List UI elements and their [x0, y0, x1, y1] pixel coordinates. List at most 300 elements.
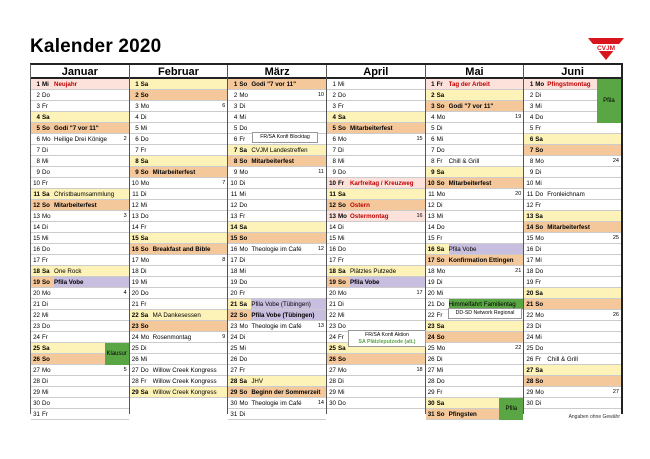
day-number: 19: [230, 279, 238, 286]
weekday: Fr: [337, 334, 344, 341]
weekday: Mi: [239, 345, 246, 352]
weekday: Sa: [239, 147, 247, 154]
day-number: 1: [135, 81, 139, 88]
day-row: [524, 178, 621, 189]
weekday: Do: [535, 345, 544, 352]
event-note: [348, 330, 426, 347]
day-row: [327, 156, 425, 167]
day-row: [524, 200, 621, 211]
day-row: [31, 387, 129, 398]
day-number: 3: [332, 103, 336, 110]
weekday: Fr: [140, 224, 147, 231]
weekday: Di: [239, 257, 246, 264]
day-number: 22: [427, 312, 435, 319]
weekday: Mi: [140, 125, 148, 132]
weekday: Do: [42, 92, 50, 99]
day-number: 18: [526, 268, 534, 275]
day-event: [251, 189, 326, 199]
day-event: [547, 233, 621, 243]
weekday: Fr: [140, 378, 147, 385]
day-row: [524, 189, 621, 200]
calendar-week: 22: [515, 345, 522, 351]
weekday: Di: [337, 301, 344, 308]
event-note: [448, 308, 522, 319]
weekday: So: [140, 323, 149, 330]
day-row: [524, 332, 621, 343]
weekday: So: [140, 169, 149, 176]
day-number: 28: [427, 378, 435, 385]
day-row: [426, 343, 524, 354]
day-number: 7: [332, 147, 336, 154]
day-event: [449, 332, 524, 342]
day-row: [228, 365, 326, 376]
day-event: Plätzles Putzede: [349, 268, 397, 275]
day-event: [547, 211, 621, 221]
day-row: [31, 266, 129, 277]
day-row: [31, 310, 129, 321]
day-row: [228, 277, 326, 288]
day-event: [547, 365, 621, 375]
day-row: [130, 178, 228, 189]
day-number: 9: [529, 169, 534, 176]
day-event: [54, 365, 129, 375]
day-number: 15: [131, 235, 139, 242]
day-row: [327, 255, 425, 266]
day-event: [251, 222, 326, 232]
day-event: [449, 277, 524, 287]
day-row: [31, 178, 129, 189]
day-event: [54, 387, 129, 397]
day-event: Mitarbeiterfest: [152, 169, 196, 176]
day-number: 6: [332, 136, 336, 143]
day-row: [130, 189, 228, 200]
weekday: Sa: [140, 235, 149, 242]
day-event: Godi "7 vor 11": [54, 125, 99, 132]
day-event: [54, 321, 129, 331]
day-event: [449, 233, 524, 243]
day-row: [130, 134, 228, 145]
weekday: Do: [337, 169, 346, 176]
day-row: [31, 145, 129, 156]
weekday: Mi: [42, 312, 49, 319]
day-number: 22: [329, 312, 336, 319]
day-event: [153, 200, 228, 210]
day-event: [54, 244, 129, 254]
month-column-februar: [130, 65, 229, 414]
weekday: Do: [42, 246, 50, 253]
day-event: [449, 167, 524, 177]
day-event: [547, 255, 621, 265]
weekday: Fr: [239, 136, 246, 143]
day-row: [130, 233, 228, 244]
day-event: [54, 398, 129, 408]
month-column-januar: [31, 65, 130, 418]
day-event: [350, 299, 425, 309]
weekday: Fr: [337, 103, 344, 110]
day-row: [426, 156, 524, 167]
day-number: 27: [329, 367, 336, 374]
note-line: SA Plätzleputzede (alt.): [358, 338, 416, 345]
weekday: Sa: [436, 246, 445, 253]
day-event: [547, 288, 621, 298]
day-event: [153, 343, 228, 353]
day-number: 24: [230, 334, 238, 341]
day-number: 28: [230, 378, 238, 385]
weekday: Do: [535, 114, 544, 121]
day-event: [153, 299, 228, 309]
day-row: [327, 310, 425, 321]
weekday: Sa: [436, 169, 445, 176]
day-event: [251, 112, 326, 122]
day-row: [31, 90, 129, 101]
day-event: Pfingsten: [448, 411, 477, 418]
weekday: Mi: [42, 235, 49, 242]
day-row: [524, 211, 621, 222]
day-event: [153, 178, 228, 188]
day-number: 14: [526, 224, 534, 231]
day-row: [130, 343, 228, 354]
day-row: [130, 79, 228, 90]
day-row: [327, 134, 425, 145]
day-number: 1: [36, 81, 40, 88]
weekday: Di: [337, 147, 344, 154]
day-number: 21: [33, 301, 40, 308]
day-event: Breakfast and Bible: [152, 246, 211, 253]
day-number: 15: [33, 235, 40, 242]
day-row: [31, 101, 129, 112]
day-row: [426, 211, 524, 222]
day-number: 5: [135, 125, 139, 132]
day-number: 8: [36, 158, 40, 165]
day-number: 26: [329, 356, 336, 363]
day-event: Mitarbeiterfest: [54, 202, 97, 209]
day-number: 2: [135, 92, 139, 99]
weekday: Do: [337, 246, 346, 253]
day-row: [327, 244, 425, 255]
weekday: Mi: [239, 114, 246, 121]
day-event: [449, 266, 524, 276]
day-event: [449, 222, 524, 232]
day-number: 10: [526, 180, 534, 187]
weekday: Fr: [239, 367, 246, 374]
weekday: Mi: [337, 235, 345, 242]
day-event: [547, 376, 621, 386]
day-row: [130, 211, 228, 222]
weekday: So: [239, 235, 248, 242]
day-number: 19: [526, 279, 534, 286]
day-row: [31, 189, 129, 200]
event-note: [252, 132, 318, 143]
day-row: [524, 299, 621, 310]
day-row: [524, 167, 621, 178]
day-number: 4: [233, 114, 238, 121]
day-event: [547, 398, 621, 408]
day-event: [54, 211, 129, 221]
day-event: Pfila Vobe (Tübingen): [251, 310, 326, 320]
note-line: FR/SA Konfi Blocktag: [260, 134, 310, 140]
weekday: Di: [42, 378, 48, 385]
day-number: 4: [431, 114, 435, 121]
day-number: 15: [427, 235, 435, 242]
weekday: Mo: [436, 191, 446, 198]
weekday: Sa: [535, 136, 543, 143]
day-row: [524, 266, 621, 277]
day-number: 17: [329, 257, 336, 264]
day-number: 14: [329, 224, 336, 231]
day-row: [130, 321, 228, 332]
weekday: Fr: [42, 334, 48, 341]
day-event: Theologie im Café: [251, 323, 302, 330]
day-number: 20: [526, 290, 534, 297]
day-number: 8: [529, 158, 534, 165]
day-row: [426, 376, 524, 387]
weekday: Mo: [535, 235, 544, 242]
day-event: [350, 134, 425, 144]
day-row: [228, 189, 326, 200]
day-row: [31, 255, 129, 266]
day-number: 2: [529, 92, 534, 99]
weekday: So: [436, 103, 445, 110]
day-number: 22: [230, 312, 238, 319]
weekday: Fr: [239, 213, 246, 220]
day-number: 31: [33, 411, 40, 418]
day-event: [54, 299, 129, 309]
day-event: [547, 277, 621, 287]
calendar-week: 14: [317, 400, 324, 406]
weekday: Sa: [140, 158, 149, 165]
weekday: Fr: [42, 257, 48, 264]
day-number: 10: [427, 180, 435, 187]
day-number: 11: [329, 191, 336, 198]
day-event: Willow Creek Kongress: [152, 378, 217, 385]
weekday: Mi: [436, 136, 444, 143]
day-row: [524, 255, 621, 266]
day-number: 9: [36, 169, 40, 176]
day-event: [350, 189, 425, 199]
day-number: 16: [230, 246, 238, 253]
weekday: Sa: [42, 191, 50, 198]
day-event: [547, 145, 621, 155]
multi-day-event-bar: Pfila: [597, 79, 621, 123]
day-event: [350, 145, 425, 155]
weekday: So: [140, 92, 149, 99]
day-event: [449, 211, 524, 221]
day-event: [153, 101, 228, 111]
day-row: [524, 233, 621, 244]
day-row: [426, 222, 524, 233]
day-event: [350, 398, 425, 408]
weekday: Mi: [436, 290, 444, 297]
day-row: [327, 387, 425, 398]
day-number: 17: [131, 257, 139, 264]
day-event: [153, 321, 228, 331]
day-row: [327, 365, 425, 376]
day-row: [426, 277, 524, 288]
day-event: [350, 310, 425, 320]
day-number: 6: [529, 136, 534, 143]
day-number: 23: [33, 323, 40, 330]
weekday: Sa: [140, 312, 149, 319]
day-row: [327, 299, 425, 310]
day-number: 19: [131, 279, 139, 286]
weekday: Di: [535, 400, 542, 407]
day-event: [350, 288, 425, 298]
day-number: 9: [431, 169, 435, 176]
weekday: Fr: [436, 312, 443, 319]
day-number: 5: [431, 125, 435, 132]
calendar-week: 8: [222, 257, 226, 263]
day-event: [251, 211, 326, 221]
day-row: [327, 112, 425, 123]
calendar-week: 5: [123, 367, 127, 373]
day-event: [153, 90, 228, 100]
day-event: Karfreitag / Kreuzweg: [349, 180, 414, 187]
day-row: [31, 123, 129, 134]
day-event: [251, 178, 326, 188]
weekday: Mi: [140, 356, 148, 363]
day-number: 25: [131, 345, 139, 352]
day-row: [130, 112, 228, 123]
calendar-week: 12: [317, 246, 324, 252]
day-number: 17: [526, 257, 534, 264]
day-number: 13: [230, 213, 238, 220]
day-number: 25: [33, 345, 40, 352]
calendar-week: 27: [612, 389, 619, 395]
weekday: Do: [239, 125, 248, 132]
day-event: [350, 365, 425, 375]
day-number: 13: [427, 213, 435, 220]
day-row: [228, 211, 326, 222]
day-row: [31, 211, 129, 222]
weekday: Fr: [239, 290, 246, 297]
day-event: [547, 299, 621, 309]
day-event: JHV: [251, 378, 264, 385]
weekday: Fr: [535, 356, 542, 363]
weekday: Do: [337, 400, 346, 407]
day-number: 18: [427, 268, 435, 275]
day-event: [547, 332, 621, 342]
weekday: Do: [535, 268, 544, 275]
weekday: Fr: [42, 411, 48, 418]
day-number: 11: [33, 191, 40, 198]
calendar-week: 19: [515, 114, 522, 120]
calendar-week: 6: [222, 103, 226, 109]
day-event: Mitarbeiterfest: [251, 158, 294, 165]
day-row: [130, 200, 228, 211]
weekday: Mo: [337, 290, 347, 297]
day-number: 1: [332, 81, 336, 88]
day-event: [449, 189, 524, 199]
day-row: [327, 90, 425, 101]
day-number: 11: [132, 191, 139, 198]
day-number: 27: [427, 367, 435, 374]
day-row: [228, 145, 326, 156]
day-number: 24: [329, 334, 336, 341]
weekday: Fr: [337, 257, 344, 264]
day-event: [449, 354, 524, 364]
weekday: Do: [140, 290, 149, 297]
day-event: [54, 288, 129, 298]
day-number: 5: [233, 125, 238, 132]
day-event: MA Dankesessen: [152, 312, 201, 319]
day-event: [251, 101, 326, 111]
day-row: [130, 244, 228, 255]
day-row: [31, 277, 129, 288]
day-number: 30: [427, 400, 435, 407]
day-number: 14: [33, 224, 40, 231]
weekday: Mo: [140, 257, 150, 264]
day-row: [130, 310, 228, 321]
day-event: [251, 167, 326, 177]
weekday: Mi: [239, 191, 246, 198]
day-row: [327, 288, 425, 299]
weekday: Mo: [436, 345, 446, 352]
calendar-week: 15: [416, 136, 423, 142]
day-number: 21: [131, 301, 139, 308]
day-event: Pfila Vobe: [54, 277, 129, 287]
weekday: So: [535, 224, 544, 231]
day-number: 5: [332, 125, 336, 132]
day-event: [449, 387, 524, 397]
weekday: Mi: [535, 257, 542, 264]
day-number: 15: [230, 235, 238, 242]
day-row: [327, 101, 425, 112]
day-row: [31, 365, 129, 376]
day-number: 13: [33, 213, 40, 220]
day-event: [350, 387, 425, 397]
day-event: [350, 354, 425, 364]
day-event: [153, 145, 228, 155]
weekday: So: [337, 125, 346, 132]
day-event: Christbaumsammlung: [54, 191, 115, 198]
weekday: Sa: [239, 301, 247, 308]
day-row: [426, 255, 524, 266]
day-row: [228, 255, 326, 266]
day-event: [54, 222, 129, 232]
day-number: 18: [33, 268, 40, 275]
day-row: [327, 79, 425, 90]
day-number: 23: [526, 323, 534, 330]
day-number: 5: [529, 125, 534, 132]
cvjm-logo: [586, 36, 626, 62]
day-event: [449, 376, 524, 386]
weekday: Do: [535, 191, 544, 198]
day-number: 9: [135, 169, 139, 176]
calendar-week: 20: [515, 191, 522, 197]
day-row: [130, 299, 228, 310]
day-row: [228, 321, 326, 332]
day-number: 25: [427, 345, 435, 352]
day-number: 24: [33, 334, 40, 341]
calendar-week: 24: [612, 158, 619, 164]
weekday: Di: [239, 411, 246, 418]
day-number: 29: [230, 389, 238, 396]
weekday: Mo: [239, 169, 248, 176]
day-number: 8: [233, 158, 238, 165]
day-event: One Rock: [54, 268, 82, 275]
day-number: 20: [230, 290, 238, 297]
day-event: Willow Creek Kongress: [152, 367, 217, 374]
calendar-week: 4: [123, 290, 127, 296]
day-event: [54, 101, 129, 111]
day-event: [449, 134, 524, 144]
weekday: So: [436, 180, 445, 187]
day-number: 4: [135, 114, 139, 121]
day-event: [449, 343, 524, 353]
day-row: [524, 277, 621, 288]
day-event: [251, 200, 326, 210]
day-number: 11: [428, 191, 435, 198]
